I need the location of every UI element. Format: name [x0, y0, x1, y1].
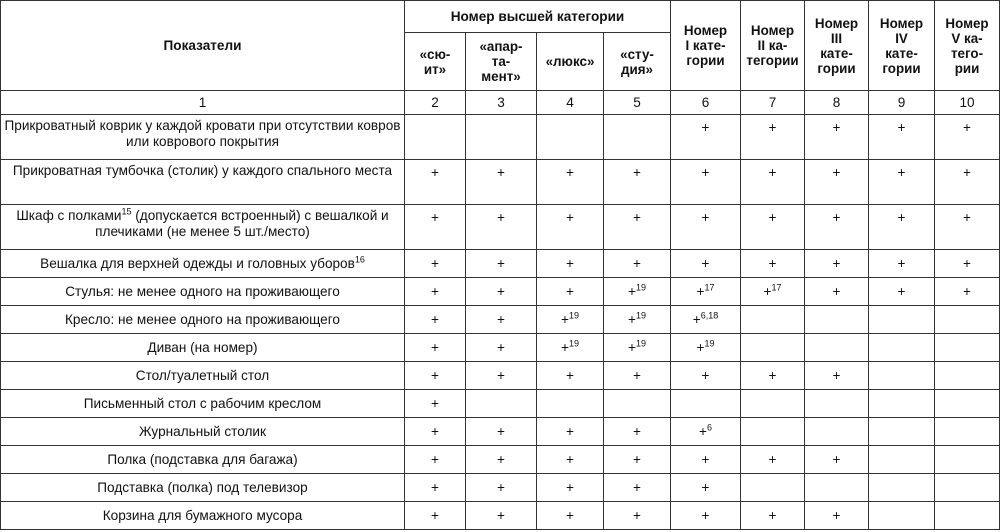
- table-cell: [671, 474, 741, 502]
- row-label-text: Прикроватная тумбочка (столик) у каждого спального места: [12, 163, 393, 178]
- presence-mark: +: [701, 120, 710, 135]
- row-label: [1, 278, 405, 306]
- presence-mark: +: [633, 255, 641, 271]
- footnote-ref: 19: [635, 337, 646, 348]
- table-cell: [405, 334, 466, 362]
- table-cell: [466, 446, 537, 474]
- table-cell: [869, 418, 935, 446]
- table-cell: [869, 250, 935, 278]
- column-number: 8: [805, 91, 869, 115]
- header-category-1: Номер I кате- гории: [671, 1, 741, 91]
- table-cell: [604, 160, 671, 205]
- presence-mark: +: [768, 507, 777, 523]
- presence-mark: +: [431, 367, 439, 383]
- table-cell: [805, 502, 869, 530]
- presence-mark: +: [497, 507, 505, 523]
- header-category-5: Номер V ка- тего- рии: [935, 1, 1000, 91]
- table-cell: [805, 390, 869, 418]
- table-row: [1, 390, 1000, 418]
- table-cell: [935, 278, 1000, 306]
- header-highest-category: Номер высшей категории: [405, 1, 671, 33]
- table-cell: [869, 334, 935, 362]
- column-numbers-row: [1, 91, 1000, 115]
- footnote-ref: 19: [635, 309, 646, 320]
- footnote-ref: 6,18: [700, 309, 719, 320]
- table-cell: [805, 250, 869, 278]
- presence-mark: +: [963, 165, 971, 180]
- row-label-text: Журнальный столик: [139, 423, 266, 439]
- presence-mark: +: [566, 507, 574, 523]
- row-label-text: Полка (подставка для багажа): [107, 451, 298, 467]
- table-cell: [537, 418, 604, 446]
- header-apartment: «апар- та- мент»: [466, 33, 537, 91]
- presence-mark: +: [768, 255, 777, 271]
- table-row: [1, 250, 1000, 278]
- presence-mark: +: [633, 165, 641, 180]
- row-label: [1, 306, 405, 334]
- footnote-ref: 19: [704, 337, 715, 348]
- presence-mark: +: [431, 210, 439, 225]
- presence-mark: +: [897, 120, 906, 135]
- table-cell: [405, 474, 466, 502]
- presence-mark: +: [431, 311, 439, 327]
- table-cell: [604, 418, 671, 446]
- row-label-text: Шкаф с полками: [16, 208, 122, 223]
- presence-mark: +: [628, 283, 636, 299]
- header-category-3: Номер III кате- гории: [805, 1, 869, 91]
- table-cell: [604, 334, 671, 362]
- presence-mark: +: [633, 479, 641, 495]
- table-cell: [604, 306, 671, 334]
- table-cell: [869, 115, 935, 160]
- table-cell: [466, 502, 537, 530]
- presence-mark: +: [963, 255, 971, 271]
- table-cell: [604, 362, 671, 390]
- row-label: [1, 205, 405, 250]
- presence-mark: +: [431, 165, 439, 180]
- table-cell: [805, 362, 869, 390]
- presence-mark: +: [431, 395, 439, 411]
- table-cell: [537, 390, 604, 418]
- presence-mark: +: [768, 451, 777, 467]
- row-label-text: Корзина для бумажного мусора: [102, 507, 303, 523]
- table-cell: [405, 362, 466, 390]
- header-studio: «сту- дия»: [604, 33, 671, 91]
- presence-mark: +: [897, 283, 906, 299]
- row-label-text: Стулья: не менее одного на проживающего: [65, 283, 340, 299]
- presence-mark: +: [566, 255, 574, 271]
- table-cell: [869, 278, 935, 306]
- table-cell: [405, 278, 466, 306]
- table-cell: [405, 205, 466, 250]
- table-cell: [671, 418, 741, 446]
- table-cell: [741, 362, 805, 390]
- table-cell: [935, 418, 1000, 446]
- row-label-text: Подставка (полка) под телевизор: [97, 479, 308, 495]
- table-cell: [466, 390, 537, 418]
- presence-mark: +: [963, 210, 971, 225]
- table-cell: [805, 306, 869, 334]
- table-cell: [405, 250, 466, 278]
- presence-mark: +: [696, 339, 705, 355]
- row-label-text: Кресло: не менее одного на проживающего: [65, 311, 340, 327]
- presence-mark: +: [701, 165, 710, 180]
- table-cell: [466, 278, 537, 306]
- table-cell: [741, 474, 805, 502]
- header-category-4: Номер IV кате- гории: [869, 1, 935, 91]
- presence-mark: +: [692, 311, 701, 327]
- table-cell: [466, 160, 537, 205]
- table-cell: [604, 390, 671, 418]
- table-row: [1, 115, 1000, 160]
- table-cell: [935, 334, 1000, 362]
- presence-mark: +: [832, 367, 841, 383]
- row-label: [1, 446, 405, 474]
- row-label-text: Прикроватный коврик у каждой кровати при отсутствии ковров или коврового покрытия: [4, 118, 401, 149]
- table-cell: [537, 278, 604, 306]
- table-cell: [741, 502, 805, 530]
- presence-mark: +: [628, 339, 636, 355]
- table-cell: [869, 160, 935, 205]
- header-category-2: Номер II ка- тегории: [741, 1, 805, 91]
- table-cell: [741, 390, 805, 418]
- column-number: 3: [466, 91, 537, 115]
- presence-mark: +: [701, 367, 710, 383]
- row-label-text: Вешалка для верхней одежды и головных уборов: [40, 255, 355, 271]
- row-label: [1, 362, 405, 390]
- table-cell: [537, 306, 604, 334]
- table-cell: [935, 390, 1000, 418]
- table-cell: [671, 390, 741, 418]
- footnote-ref: 19: [635, 281, 646, 292]
- table-cell: [741, 115, 805, 160]
- footnote-ref: 6: [706, 421, 712, 432]
- table-row: [1, 418, 1000, 446]
- table-cell: [466, 418, 537, 446]
- table-cell: [869, 205, 935, 250]
- table-cell: [671, 446, 741, 474]
- presence-mark: +: [431, 423, 439, 439]
- table-row: [1, 334, 1000, 362]
- presence-mark: +: [897, 210, 906, 225]
- table-cell: [935, 502, 1000, 530]
- column-number: 5: [604, 91, 671, 115]
- column-number: 7: [741, 91, 805, 115]
- presence-mark: +: [566, 367, 574, 383]
- table-cell: [935, 446, 1000, 474]
- column-number: 9: [869, 91, 935, 115]
- presence-mark: +: [768, 367, 777, 383]
- presence-mark: +: [768, 165, 777, 180]
- footnote-ref: 17: [704, 281, 715, 292]
- table-cell: [466, 250, 537, 278]
- presence-mark: +: [768, 210, 777, 225]
- presence-mark: +: [497, 479, 505, 495]
- table-cell: [671, 278, 741, 306]
- table-cell: [466, 474, 537, 502]
- presence-mark: +: [431, 451, 439, 467]
- presence-mark: +: [633, 367, 641, 383]
- table-cell: [741, 278, 805, 306]
- table-cell: [466, 306, 537, 334]
- table-cell: [537, 250, 604, 278]
- row-label: [1, 390, 405, 418]
- table-cell: [537, 502, 604, 530]
- table-cell: [405, 446, 466, 474]
- table-cell: [671, 334, 741, 362]
- presence-mark: +: [897, 165, 906, 180]
- presence-mark: +: [497, 210, 505, 225]
- table-cell: [869, 362, 935, 390]
- footnote-ref: 19: [568, 309, 579, 320]
- table-cell: [935, 250, 1000, 278]
- table-row: [1, 474, 1000, 502]
- table-cell: [741, 334, 805, 362]
- presence-mark: +: [963, 283, 971, 299]
- table-cell: [869, 446, 935, 474]
- presence-mark: +: [699, 423, 707, 439]
- table-row: [1, 278, 1000, 306]
- table-cell: [405, 390, 466, 418]
- table-cell: [405, 115, 466, 160]
- table-cell: [671, 205, 741, 250]
- footnote-ref: 16: [354, 253, 365, 264]
- column-number: 2: [405, 91, 466, 115]
- table-cell: [604, 278, 671, 306]
- table-row: [1, 362, 1000, 390]
- presence-mark: +: [633, 423, 641, 439]
- table-cell: [466, 362, 537, 390]
- presence-mark: +: [832, 255, 841, 271]
- table-cell: [935, 205, 1000, 250]
- row-label: [1, 250, 405, 278]
- row-label: [1, 115, 405, 160]
- table-cell: [671, 306, 741, 334]
- presence-mark: +: [701, 255, 710, 271]
- row-label-text: Диван (на номер): [147, 339, 258, 355]
- table-cell: [405, 502, 466, 530]
- table-cell: [935, 115, 1000, 160]
- table-cell: [805, 278, 869, 306]
- presence-mark: +: [431, 339, 439, 355]
- presence-mark: +: [561, 311, 569, 327]
- header-indicators: Показатели: [1, 1, 405, 91]
- presence-mark: +: [832, 210, 841, 225]
- table-row: [1, 160, 1000, 205]
- column-number: 10: [935, 91, 1000, 115]
- presence-mark: +: [497, 165, 505, 180]
- presence-mark: +: [701, 507, 710, 523]
- footnote-ref: 19: [568, 337, 579, 348]
- table-cell: [466, 334, 537, 362]
- table-cell: [671, 362, 741, 390]
- table-cell: [537, 334, 604, 362]
- presence-mark: +: [963, 120, 971, 135]
- presence-mark: +: [497, 367, 505, 383]
- table-cell: [604, 250, 671, 278]
- footnote-ref: 17: [771, 281, 782, 292]
- presence-mark: +: [701, 479, 710, 495]
- row-label: [1, 502, 405, 530]
- table-cell: [741, 446, 805, 474]
- presence-mark: +: [497, 255, 505, 271]
- table-cell: [741, 306, 805, 334]
- table-row: [1, 205, 1000, 250]
- column-number: 4: [537, 91, 604, 115]
- presence-mark: +: [566, 165, 574, 180]
- presence-mark: +: [633, 507, 641, 523]
- presence-mark: +: [696, 283, 705, 299]
- table-cell: [805, 205, 869, 250]
- row-label-text-continued: (допускается встроенный) с вешалкой и плечиками (не менее 5 шт./место): [95, 208, 389, 239]
- table-cell: [935, 160, 1000, 205]
- table-cell: [805, 115, 869, 160]
- table-cell: [671, 502, 741, 530]
- column-number: 6: [671, 91, 741, 115]
- table-cell: [741, 160, 805, 205]
- row-label: [1, 334, 405, 362]
- table-cell: [869, 502, 935, 530]
- table-cell: [537, 474, 604, 502]
- table-row: [1, 446, 1000, 474]
- row-label-text: Стол/туалетный стол: [135, 367, 270, 383]
- row-label: [1, 474, 405, 502]
- table-cell: [604, 502, 671, 530]
- table-cell: [405, 418, 466, 446]
- table-cell: [671, 115, 741, 160]
- table-cell: [741, 250, 805, 278]
- presence-mark: +: [566, 210, 574, 225]
- presence-mark: +: [701, 210, 710, 225]
- presence-mark: +: [832, 165, 841, 180]
- table-cell: [869, 474, 935, 502]
- table-cell: [935, 362, 1000, 390]
- table-cell: [405, 160, 466, 205]
- table-cell: [741, 418, 805, 446]
- table-cell: [604, 205, 671, 250]
- presence-mark: +: [566, 479, 574, 495]
- table-cell: [805, 446, 869, 474]
- row-label: [1, 418, 405, 446]
- table-cell: [466, 115, 537, 160]
- presence-mark: +: [701, 451, 710, 467]
- table-cell: [604, 115, 671, 160]
- presence-mark: +: [431, 507, 439, 523]
- presence-mark: +: [768, 120, 777, 135]
- table-cell: [935, 474, 1000, 502]
- table-cell: [935, 306, 1000, 334]
- presence-mark: +: [633, 451, 641, 467]
- presence-mark: +: [497, 423, 505, 439]
- table-cell: [671, 160, 741, 205]
- presence-mark: +: [431, 479, 439, 495]
- presence-mark: +: [832, 507, 841, 523]
- presence-mark: +: [763, 283, 772, 299]
- presence-mark: +: [497, 311, 505, 327]
- table-cell: [805, 334, 869, 362]
- table-cell: [405, 306, 466, 334]
- presence-mark: +: [628, 311, 636, 327]
- table-cell: [805, 160, 869, 205]
- presence-mark: +: [832, 283, 841, 299]
- table-cell: [537, 205, 604, 250]
- table-cell: [604, 446, 671, 474]
- table-cell: [805, 474, 869, 502]
- table-cell: [741, 205, 805, 250]
- column-number: 1: [1, 91, 405, 115]
- presence-mark: +: [566, 423, 574, 439]
- footnote-ref: 15: [121, 206, 132, 217]
- presence-mark: +: [566, 283, 574, 299]
- table-cell: [466, 205, 537, 250]
- presence-mark: +: [832, 451, 841, 467]
- presence-mark: +: [897, 255, 906, 271]
- table-cell: [537, 446, 604, 474]
- table-cell: [671, 250, 741, 278]
- presence-mark: +: [633, 210, 641, 225]
- header-lux: «люкс»: [537, 33, 604, 91]
- table-cell: [805, 418, 869, 446]
- presence-mark: +: [497, 451, 505, 467]
- presence-mark: +: [431, 255, 439, 271]
- table-cell: [869, 390, 935, 418]
- presence-mark: +: [431, 283, 439, 299]
- row-label: [1, 160, 405, 205]
- table-row: [1, 502, 1000, 530]
- table-cell: [537, 160, 604, 205]
- table-row: [1, 306, 1000, 334]
- header-suite: «сю- ит»: [405, 33, 466, 91]
- presence-mark: +: [497, 283, 505, 299]
- presence-mark: +: [561, 339, 569, 355]
- presence-mark: +: [832, 120, 841, 135]
- table-body: [1, 115, 1000, 530]
- presence-mark: +: [566, 451, 574, 467]
- table-cell: [604, 474, 671, 502]
- table-cell: [869, 306, 935, 334]
- table-cell: [537, 362, 604, 390]
- table-cell: [537, 115, 604, 160]
- row-label-text: Письменный стол с рабочим креслом: [83, 395, 322, 411]
- presence-mark: +: [497, 339, 505, 355]
